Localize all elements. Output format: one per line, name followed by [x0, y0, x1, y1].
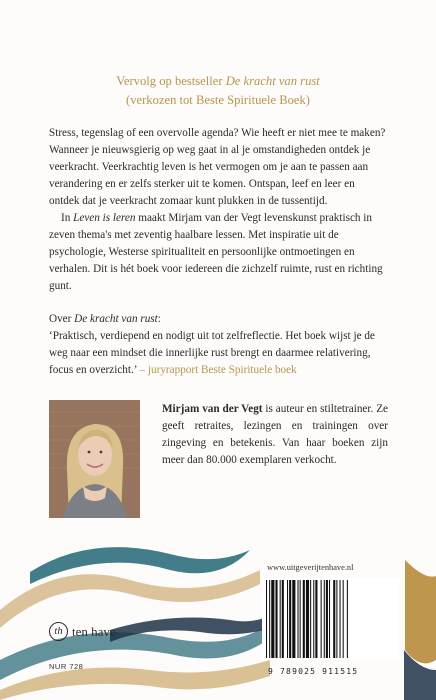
paragraph2-title: Leven is leren	[73, 212, 136, 224]
quote-text-wrap	[49, 328, 387, 379]
barcode-bar	[324, 580, 325, 658]
author-name: Mirjam van der Vegt	[162, 403, 263, 415]
barcode-bar	[303, 580, 305, 658]
barcode-bar	[271, 580, 274, 658]
tagline-prefix: Vervolg op bestseller	[116, 74, 226, 88]
barcode-bar	[321, 580, 322, 658]
barcode-bar	[340, 580, 341, 658]
barcode-bar	[333, 580, 335, 658]
quote-intro-suffix: :	[157, 313, 161, 325]
barcode-bar	[343, 580, 344, 658]
tagline-line1	[0, 72, 436, 91]
barcode	[262, 578, 399, 660]
barcode-bar	[313, 580, 314, 658]
isbn-number: 9 789025 911515	[268, 667, 359, 676]
barcode-bar	[275, 580, 277, 658]
barcode-bar	[310, 580, 311, 658]
tagline	[0, 72, 436, 110]
author-photo-illustration	[49, 400, 140, 518]
barcode-bar	[282, 580, 284, 658]
quote-intro-title: De kracht van rust	[74, 313, 158, 325]
author-photo	[49, 400, 140, 518]
publisher-website: www.uitgeverijtenhave.nl	[267, 563, 354, 572]
barcode-bars	[262, 578, 399, 660]
barcode-bar	[289, 580, 291, 658]
barcode-bar	[300, 580, 301, 658]
quote-intro-prefix: Over	[49, 313, 75, 325]
author-bio	[162, 401, 388, 469]
barcode-bar	[326, 580, 328, 658]
barcode-bar	[347, 580, 348, 658]
tagline-line2: (verkozen tot Beste Spirituele Boek)	[126, 93, 310, 107]
publisher-logo	[49, 622, 116, 641]
blurb-paragraph-1: Stress, tegenslag of een overvolle agenda? Wie heeft er niet mee te maken? Wanneer je nieuwsgierig op weg gaat in al je omstandigheden ontdek je veerkracht. Veerkrachtig leven is het vermogen om je aan te passen aan verandering en er zelfs sterker uit te komen. Ontspan, leef en leer en ontdek dat je veerkracht zomaar kunt plukken in de tussentijd.	[49, 127, 386, 207]
barcode-bar	[266, 580, 267, 658]
barcode-bar	[315, 580, 317, 658]
quote-intro	[49, 311, 387, 328]
barcode-bar	[298, 580, 299, 658]
publisher-name: ten have	[72, 623, 116, 639]
paragraph2-rest: maakt Mirjam van der Vegt levenskunst praktisch in zeven thema's met zeventig haalbare lessen. Met inspiratie uit de psychologie, Westerse spiritualiteit en persoonlijke ontmoetingen en verhalen. Dit is hét boek voor iedereen die zichzelf ruimte, rust en richting gunt.	[49, 212, 383, 292]
barcode-bar	[336, 580, 337, 658]
quote-text: ‘Praktisch, verdiepend en nodigt uit tot zelfreflectie. Het boek wijst je de weg naar een mindset die innerlijke rust brengt en daarmee relativering, focus en overzicht.’	[49, 329, 375, 376]
blurb-paragraph-2	[49, 210, 387, 295]
quote-block	[49, 311, 387, 379]
barcode-bar	[287, 580, 288, 658]
quote-source: – juryrapport Beste Spirituele boek	[136, 363, 297, 376]
publisher-logo-mark: th	[49, 622, 68, 641]
barcode-bar	[292, 580, 295, 658]
paragraph2-prefix: In	[61, 212, 74, 224]
barcode-bar	[269, 580, 270, 658]
barcode-bar	[306, 580, 309, 658]
author-bio-text: is auteur en stiltetrainer. Ze geeft retraites, lezingen en trainingen over zingeving en betekenis. Van haar boeken zijn meer dan 80.000 exemplaren verkocht.	[162, 403, 388, 466]
tagline-book-title: De kracht van rust	[225, 74, 320, 88]
barcode-bar	[329, 580, 330, 658]
barcode-bar	[280, 580, 281, 658]
nur-code: NUR 728	[49, 662, 84, 671]
